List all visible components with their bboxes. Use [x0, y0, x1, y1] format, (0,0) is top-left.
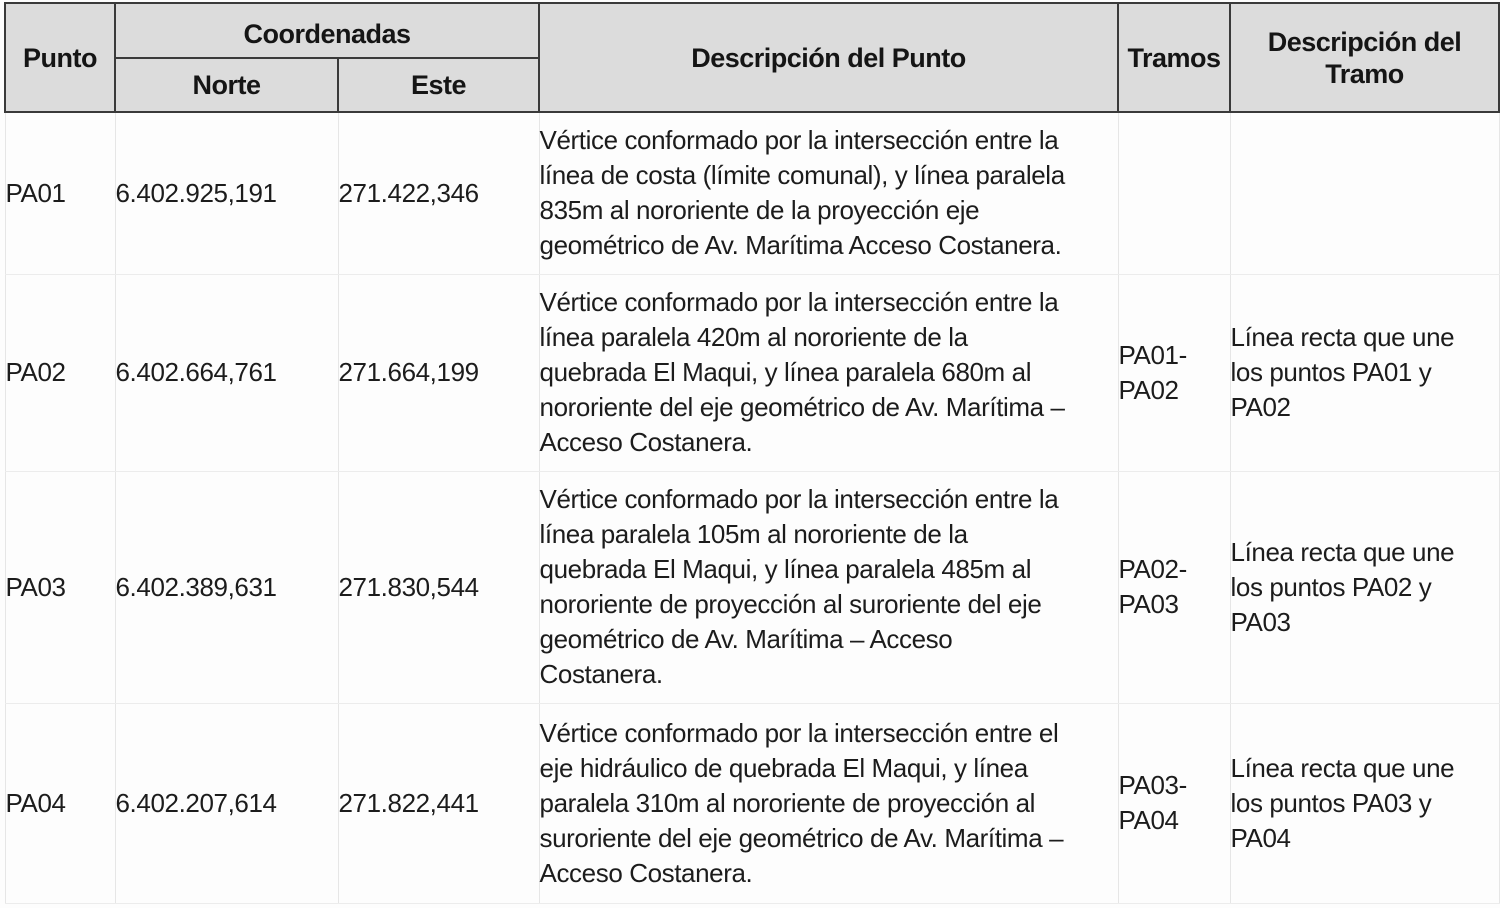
header-punto: Punto — [5, 3, 115, 112]
coordinates-table — [4, 2, 1500, 904]
cell-este: 271.422,346 — [338, 112, 539, 274]
tramo-text: PA02- PA03 — [1118, 554, 1187, 619]
cell-tramo — [1118, 703, 1230, 903]
cell-tramo — [1118, 274, 1230, 471]
header-coordenadas: Coordenadas — [115, 3, 539, 58]
descripcion-text: Vértice conformado por la intersección entre el eje hidráulico de quebrada El Maqui, y línea paralela 310m al nororiente de proyección al suroriente del eje geométrico de Av. Marítima – Acceso Costanera. — [539, 717, 1064, 888]
header-descripcion-tramo — [1230, 3, 1499, 112]
cell-punto: PA01 — [5, 112, 115, 274]
cell-descripcion — [539, 703, 1118, 903]
cell-este: 271.664,199 — [338, 274, 539, 471]
descripcion-text: Vértice conformado por la intersección entre la línea de costa (límite comunal), y línea paralela 835m al nororiente de la proyección eje geométrico de Av. Marítima Acceso Costanera. — [539, 125, 1065, 261]
descripcion-tramo-text: Línea recta que une los puntos PA01 y PA02 — [1230, 322, 1455, 422]
table-body — [5, 112, 1499, 903]
cell-punto: PA04 — [5, 703, 115, 903]
table-header — [5, 3, 1499, 112]
cell-descripcion — [539, 274, 1118, 471]
cell-norte: 6.402.925,191 — [115, 112, 338, 274]
descripcion-text: Vértice conformado por la intersección entre la línea paralela 420m al nororiente de la quebrada El Maqui, y línea paralela 680m al nororiente del eje geométrico de Av. Marítima – Acceso Costanera. — [539, 287, 1065, 457]
cell-punto: PA03 — [5, 471, 115, 703]
cell-norte: 6.402.207,614 — [115, 703, 338, 903]
cell-descripcion-tramo — [1230, 471, 1499, 703]
table-row — [5, 703, 1499, 903]
cell-norte: 6.402.389,631 — [115, 471, 338, 703]
header-descripcion-punto: Descripción del Punto — [539, 3, 1118, 112]
cell-tramo — [1118, 112, 1230, 274]
cell-este: 271.830,544 — [338, 471, 539, 703]
tramo-text: PA03- PA04 — [1118, 770, 1187, 835]
tramo-text: PA01- PA02 — [1118, 339, 1187, 405]
header-este: Este — [338, 58, 539, 112]
descripcion-tramo-text: Línea recta que une los puntos PA03 y PA04 — [1230, 752, 1455, 853]
cell-descripcion — [539, 471, 1118, 703]
descripcion-text: Vértice conformado por la intersección entre la línea paralela 105m al nororiente de la quebrada El Maqui, y línea paralela 485m al nororiente de proyección al suroriente del eje geométrico de Av. Marítima – Acceso Costanera. — [539, 484, 1059, 689]
cell-tramo — [1118, 471, 1230, 703]
cell-descripcion-tramo — [1230, 112, 1499, 274]
table-row — [5, 112, 1499, 274]
descripcion-tramo-text: Línea recta que une los puntos PA02 y PA03 — [1230, 536, 1455, 637]
table-row — [5, 274, 1499, 471]
header-norte: Norte — [115, 58, 338, 112]
table-row — [5, 471, 1499, 703]
cell-descripcion-tramo — [1230, 703, 1499, 903]
cell-descripcion — [539, 112, 1118, 274]
cell-este: 271.822,441 — [338, 703, 539, 903]
header-tramos: Tramos — [1118, 3, 1230, 112]
cell-descripcion-tramo — [1230, 274, 1499, 471]
header-descripcion-tramo-text: Descripción del Tramo — [1267, 26, 1462, 89]
cell-norte: 6.402.664,761 — [115, 274, 338, 471]
cell-punto: PA02 — [5, 274, 115, 471]
